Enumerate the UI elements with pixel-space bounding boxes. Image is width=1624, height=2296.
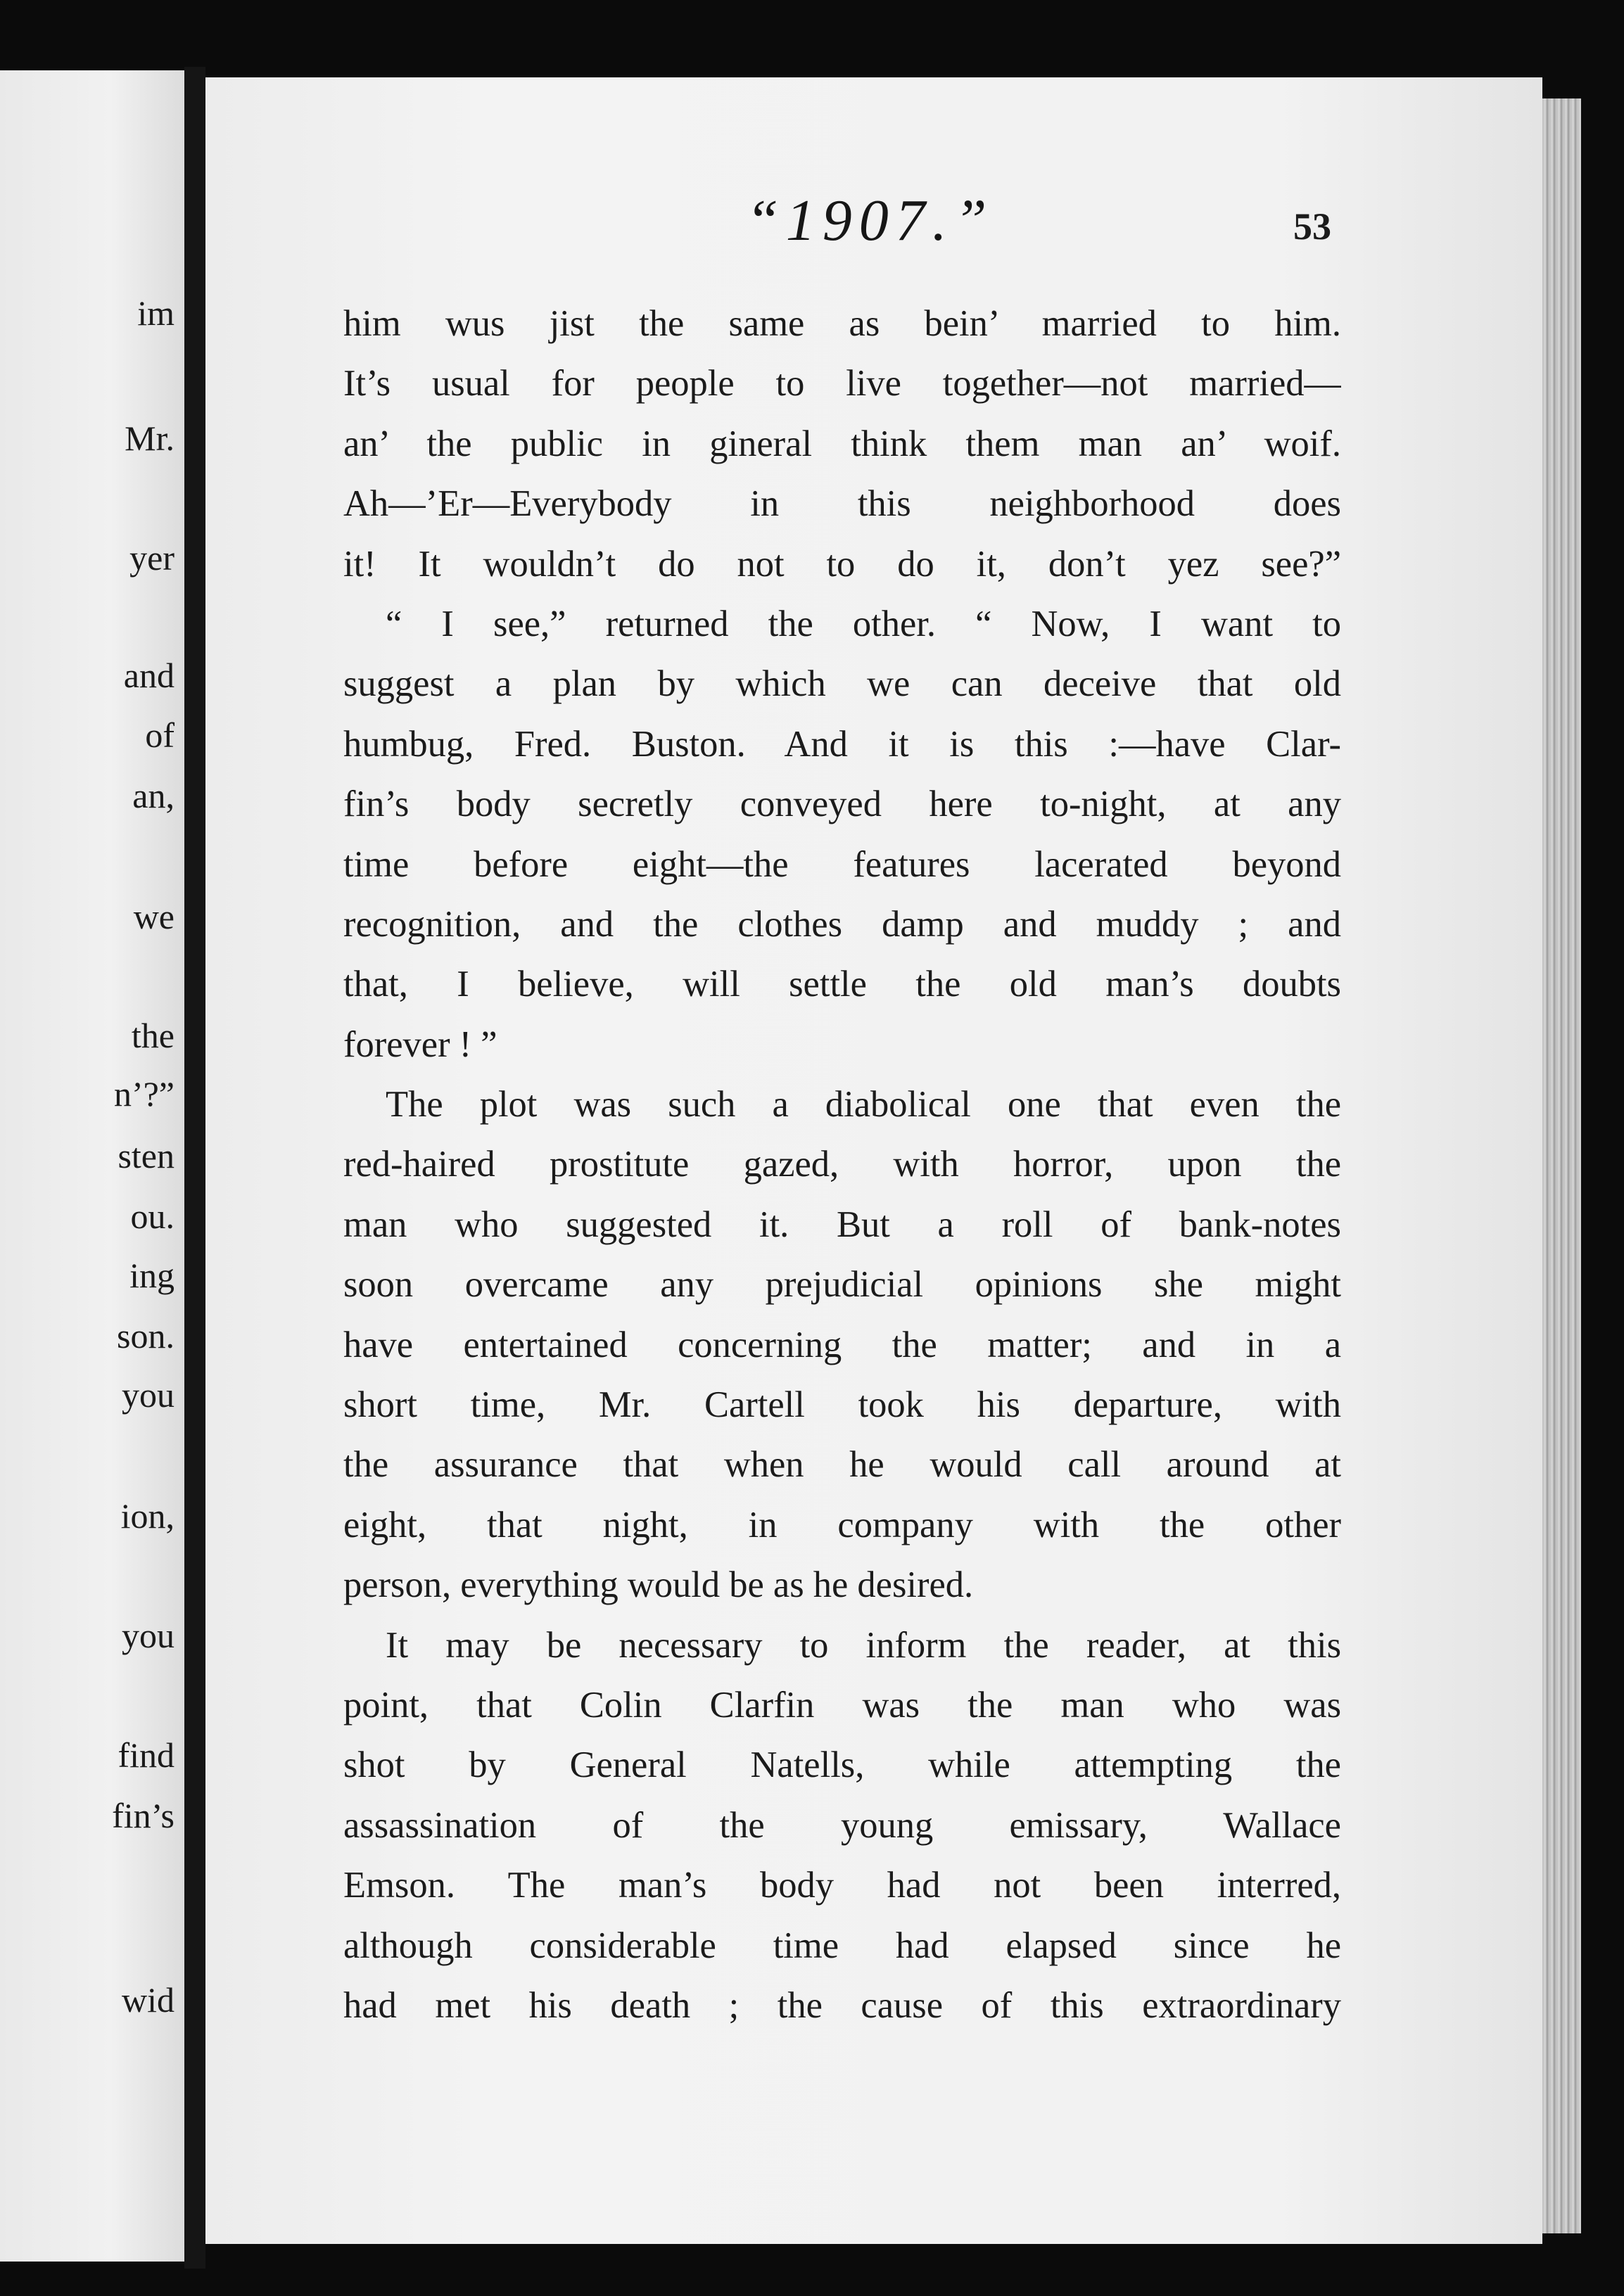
text-line: soon overcame any prejudicial opinions she might — [343, 1264, 1341, 1306]
text-line: although considerable time had elapsed since he — [343, 1925, 1341, 1966]
text-line: the assurance that when he would call around at — [343, 1444, 1341, 1486]
page-number: 53 — [1293, 205, 1331, 248]
text-line: assassination of the young emissary, Wallace — [343, 1804, 1341, 1846]
fragment: the — [131, 1016, 175, 1055]
fragment: you — [122, 1375, 175, 1415]
text-line: it! It wouldn’t do not to do it, don’t yez see?” — [343, 543, 1341, 585]
text-line: It’s usual for people to live together—not married— — [343, 363, 1341, 404]
text-line: had met his death ; the cause of this extraordinary — [343, 1984, 1341, 2026]
text-line: time before eight—the features lacerated beyond — [343, 843, 1341, 885]
fragment: Mr. — [125, 419, 175, 458]
fragment: ou. — [130, 1197, 175, 1236]
fragment: son. — [117, 1316, 175, 1356]
text-line: that, I believe, will settle the old man’s doubts — [343, 964, 1341, 1005]
fragment: yer — [129, 538, 175, 578]
fragment: fin’s — [112, 1796, 175, 1835]
body-text — [343, 294, 1341, 2036]
text-line: man who suggested it. But a roll of bank-notes — [343, 1204, 1341, 1245]
book-gutter — [184, 67, 205, 2269]
text-line: Ah—’Er—Everybody in this neighborhood does — [343, 483, 1341, 525]
fragment: sten — [118, 1136, 175, 1175]
fragment: wid — [122, 1980, 175, 2020]
text-line: “ I see,” returned the other. “ Now, I want to — [386, 603, 1341, 644]
fragment: you — [122, 1616, 175, 1655]
text-line: Emson. The man’s body had not been interred, — [343, 1865, 1341, 1906]
text-line: person, everything would be as he desired. — [343, 1564, 974, 1606]
fragment: we — [133, 897, 175, 936]
fragment: ion, — [120, 1496, 175, 1536]
running-title: “1907.” — [746, 188, 994, 253]
page-edge — [1542, 98, 1581, 2233]
text-line: point, that Colin Clarfin was the man who was — [343, 1684, 1341, 1726]
fragment: im — [137, 293, 175, 333]
text-line: forever ! ” — [343, 1023, 497, 1065]
fragment: find — [118, 1735, 175, 1775]
text-line: him wus jist the same as bein’ married to him. — [343, 303, 1341, 344]
fragment: n’?” — [113, 1074, 175, 1114]
text-line: an’ the public in gineral think them man an’ woif. — [343, 423, 1341, 464]
fragment: and — [123, 656, 175, 695]
text-line: The plot was such a diabolical one that even the — [386, 1084, 1341, 1125]
text-line: fin’s body secretly conveyed here to-night, at any — [343, 784, 1341, 825]
text-line: recognition, and the clothes damp and muddy ; and — [343, 903, 1341, 945]
text-line: shot by General Natells, while attempting the — [343, 1745, 1341, 1786]
fragment: an, — [132, 776, 175, 815]
text-line: red-haired prostitute gazed, with horror, upon the — [343, 1144, 1341, 1185]
text-line: eight, that night, in company with the other — [343, 1504, 1341, 1545]
text-line: have entertained concerning the matter; and in a — [343, 1324, 1341, 1365]
text-line: It may be necessary to inform the reader, at this — [386, 1624, 1341, 1666]
text-line: short time, Mr. Cartell took his departure, with — [343, 1384, 1341, 1426]
fragment: of — [145, 715, 175, 755]
fragment: ing — [129, 1256, 175, 1295]
text-line: humbug, Fred. Buston. And it is this :—have Clar- — [343, 723, 1341, 765]
text-line: suggest a plan by which we can deceive that old — [343, 663, 1341, 705]
